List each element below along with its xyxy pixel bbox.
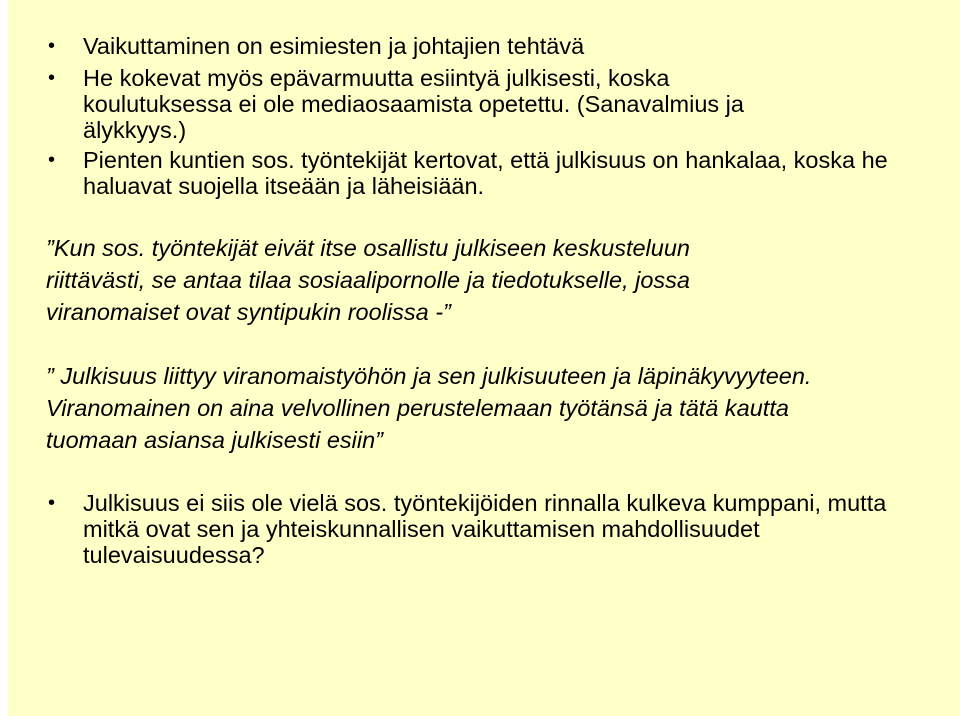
slide [8, 0, 960, 716]
bullet-marker: • [48, 67, 56, 89]
bullet-marker: • [48, 492, 56, 514]
bullet-text: Vaikuttaminen on esimiesten ja johtajien tehtävä [83, 33, 585, 59]
bullet-marker: • [48, 149, 56, 171]
bullet-text: Julkisuus ei siis ole vielä sos. työntekijöiden rinnalla kulkeva kumppani, mutta mitkä ovat sen ja yhteiskunnallisen vaikuttamisen mahdollisuudet tulevaisuudessa? [83, 490, 887, 568]
bullet-text: Pienten kuntien sos. työntekijät kertovat, että julkisuus on hankalaa, koska he haluavat suojella itseään ja läheisiään. [83, 147, 888, 199]
quote-paragraph: ” Julkisuus liittyy viranomaistyöhön ja sen julkisuuteen ja läpinäkyvyyteen. Viranomainen on aina velvollinen perustelemaan työtänsä ja tätä kautta tuomaan asiansa julkisesti esiin” [46, 363, 812, 453]
bullet-marker: • [48, 35, 56, 57]
quote-paragraph: ”Kun sos. työntekijät eivät itse osallistu julkiseen keskusteluun riittävästi, se antaa tilaa sosiaalipornolle ja tiedotukselle, jossa viranomaiset ovat syntipukin roolissa -” [46, 235, 690, 325]
bullet-text: He kokevat myös epävarmuutta esiintyä julkisesti, koska koulutuksessa ei ole mediaosaamista opetettu. (Sanavalmius ja älykkyys.) [83, 65, 744, 143]
